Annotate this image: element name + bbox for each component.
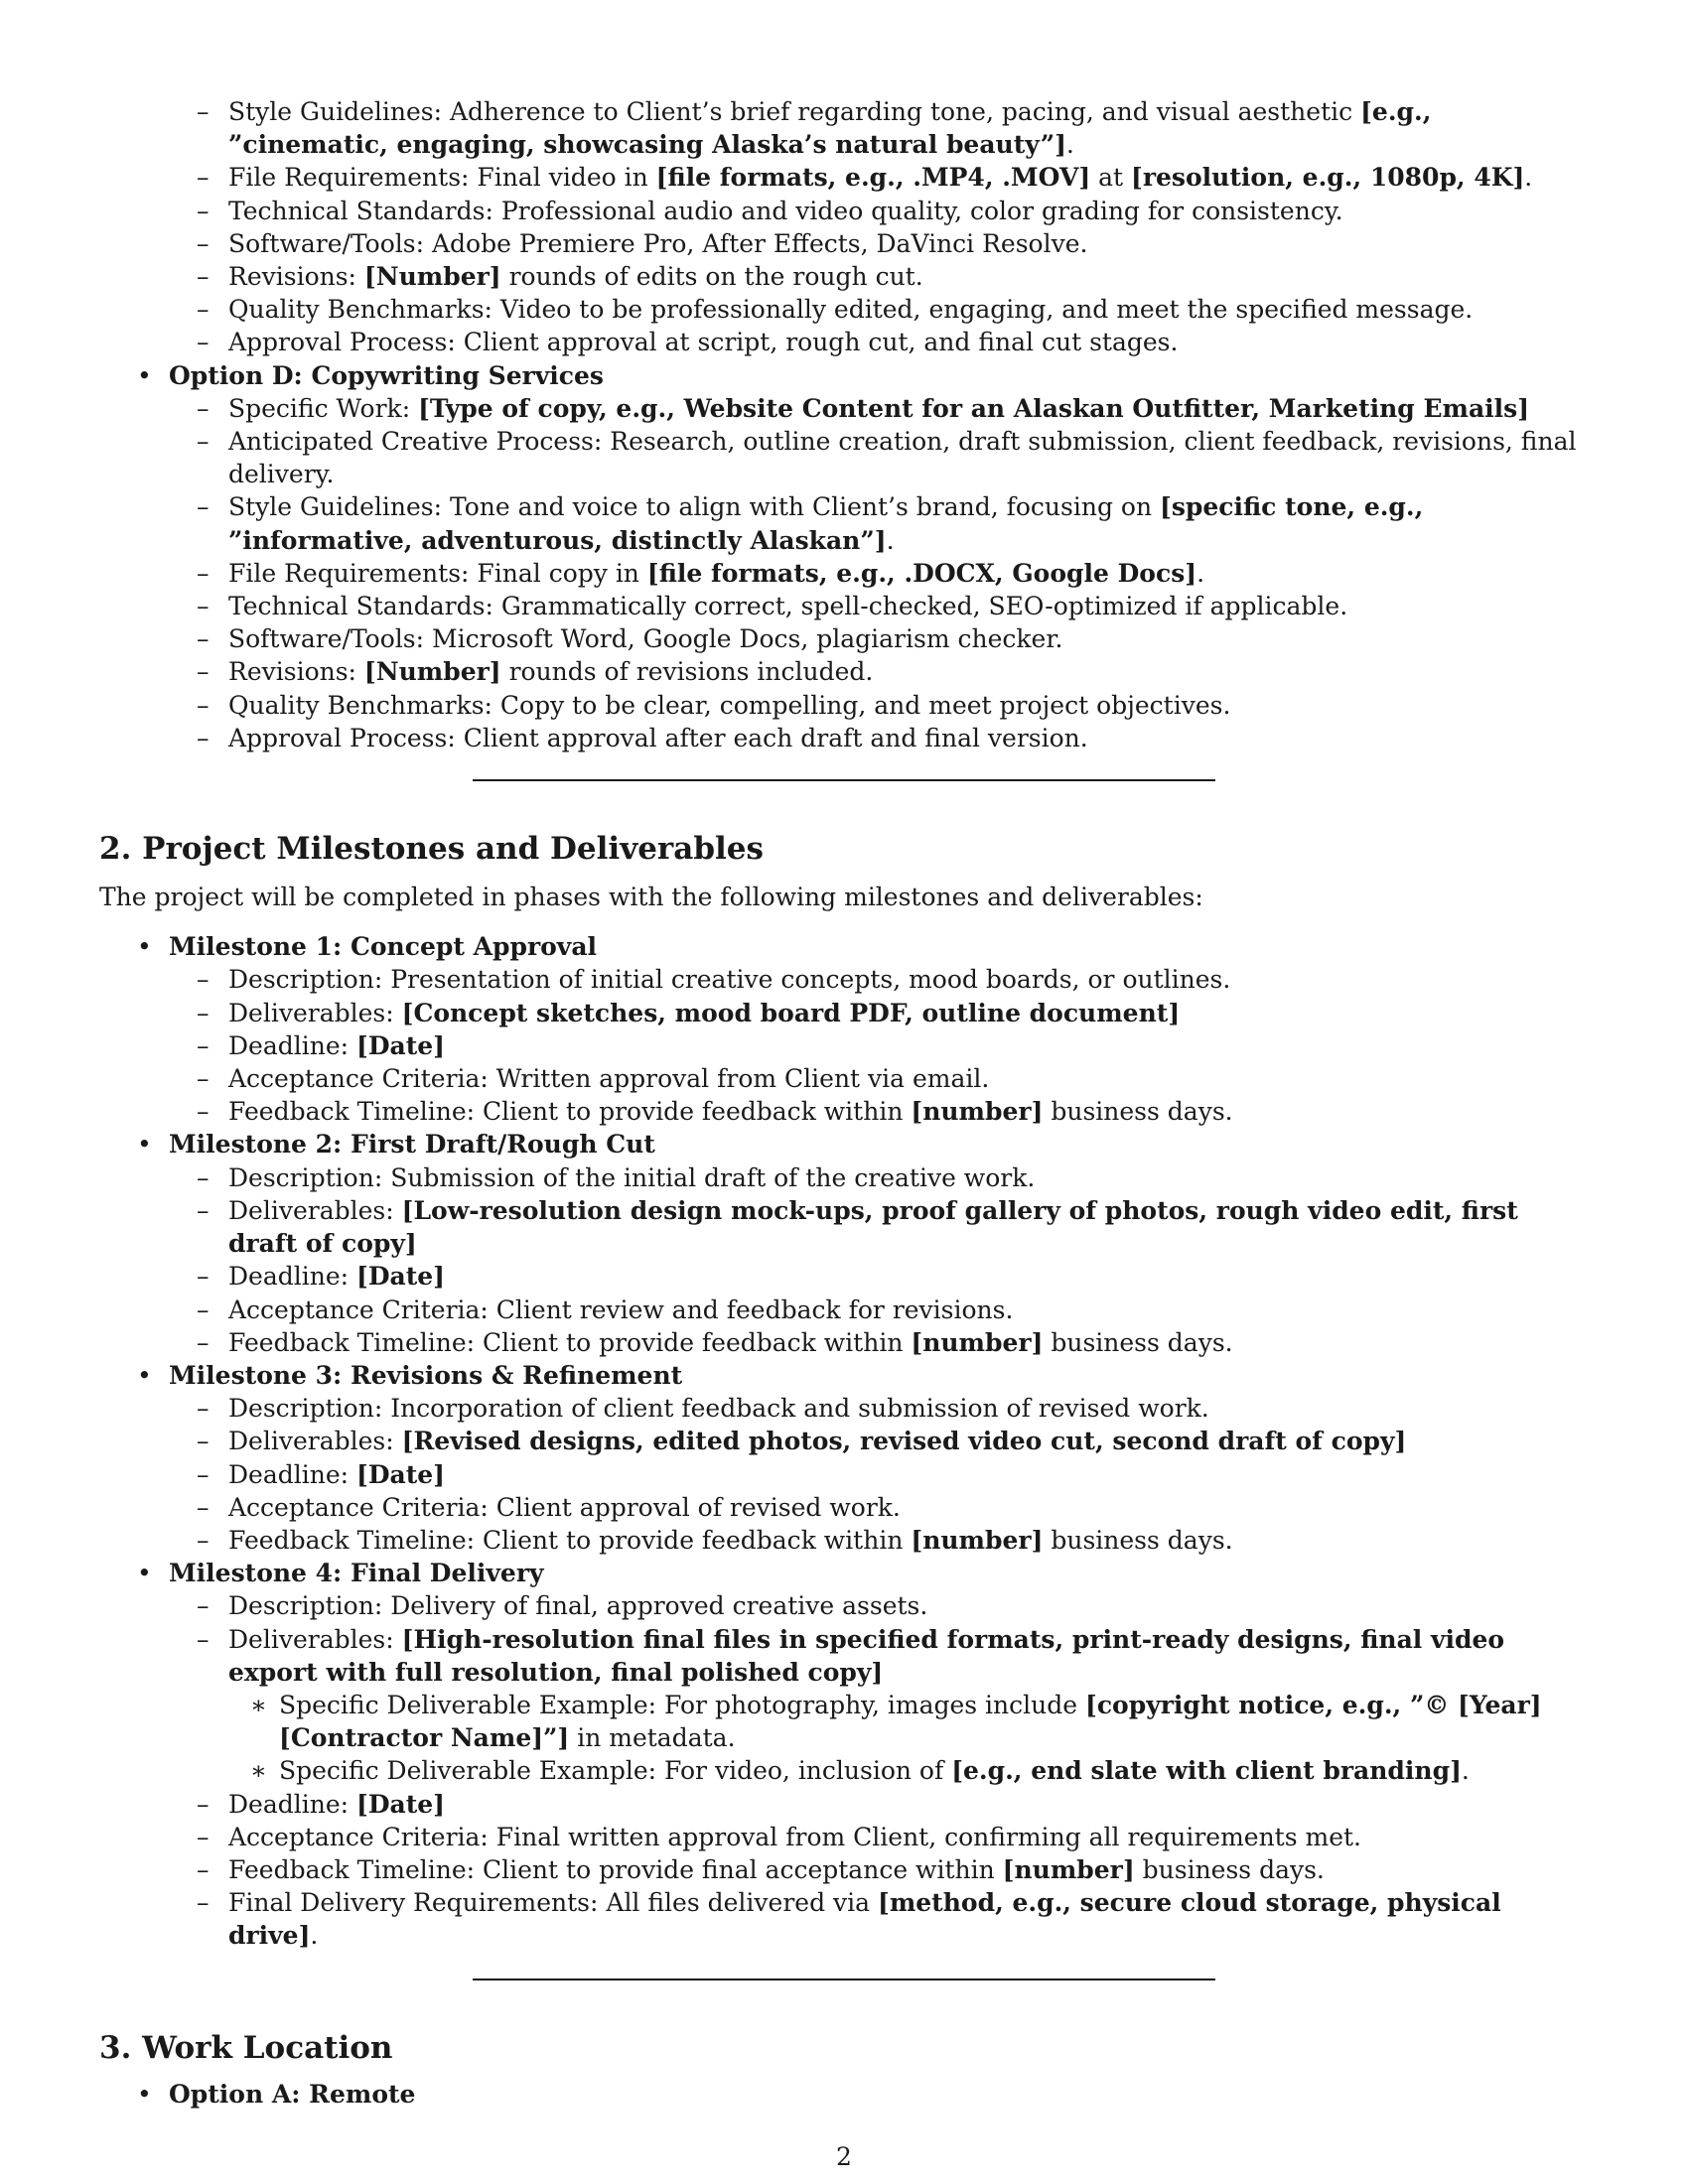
- dash-marker: –: [197, 1064, 210, 1094]
- item-text: All files delivered via: [598, 1888, 878, 1918]
- milestone-details: [99, 1589, 1589, 1952]
- item-label: Specific Deliverable Example:: [279, 1756, 657, 1786]
- list-item: [99, 622, 1589, 655]
- item-label: Final Delivery Requirements:: [228, 1888, 599, 1918]
- item-label: Feedback Timeline:: [228, 1097, 476, 1127]
- item-label: Acceptance Criteria:: [228, 1295, 489, 1324]
- item-text: For photography, images include: [656, 1690, 1085, 1719]
- placeholder-text: [number]: [911, 1327, 1044, 1357]
- list-item: [99, 689, 1589, 722]
- milestone-item: [99, 1557, 1589, 1952]
- dash-marker: –: [197, 1854, 210, 1884]
- placeholder-text: [Date]: [356, 1459, 446, 1489]
- item-label: Quality Benchmarks:: [228, 295, 492, 325]
- section-3-heading: 3. Work Location: [99, 2029, 393, 2066]
- option-title: Option A: Remote: [169, 2079, 416, 2109]
- list-item: [99, 425, 1589, 490]
- list-item: [99, 490, 1589, 556]
- dash-marker: –: [197, 1591, 210, 1621]
- section-2-heading: 2. Project Milestones and Deliverables: [99, 831, 764, 868]
- document-page: [99, 95, 1589, 2111]
- item-label: Feedback Timeline:: [228, 1854, 476, 1884]
- item-text: Microsoft Word, Google Docs, plagiarism checker.: [424, 624, 1063, 654]
- item-label: Deliverables:: [228, 1195, 394, 1225]
- item-text: For video, inclusion of: [656, 1756, 952, 1786]
- deliverable-example: [99, 1689, 1589, 1754]
- item-text: [394, 1196, 402, 1225]
- item-text: Client to provide feedback within: [475, 1525, 912, 1555]
- bullet-marker: •: [137, 932, 152, 962]
- item-label: Software/Tools:: [228, 624, 425, 654]
- item-label: Description:: [228, 1162, 383, 1192]
- item-label: Feedback Timeline:: [228, 1525, 476, 1555]
- dash-marker: –: [197, 1822, 210, 1851]
- list-item: [99, 293, 1589, 326]
- item-label: Acceptance Criteria:: [228, 1064, 489, 1094]
- list-item: [99, 1788, 1589, 1821]
- milestone-title: Milestone 2: First Draft/Rough Cut: [169, 1130, 655, 1160]
- list-item: [99, 963, 1589, 996]
- dash-marker: –: [197, 1030, 210, 1060]
- item-text: [394, 1427, 402, 1455]
- item-text: Client approval at script, rough cut, and final cut stages.: [455, 328, 1179, 357]
- placeholder-text: [copyright notice, e.g., ”© [Year] [Contractor Name]”]: [279, 1690, 1542, 1753]
- milestone-title: Milestone 3: Revisions & Refinement: [169, 1360, 683, 1390]
- list-item: [99, 1853, 1589, 1886]
- item-label: Deliverables:: [228, 998, 394, 1027]
- item-text: Delivery of final, approved creative assets.: [382, 1591, 928, 1621]
- item-text: business days.: [1134, 1854, 1325, 1884]
- item-text: Client review and feedback for revisions.: [488, 1295, 1014, 1324]
- item-label: Description:: [228, 965, 383, 995]
- item-text: Submission of the initial draft of the creative work.: [382, 1162, 1036, 1192]
- item-text: [410, 394, 418, 423]
- placeholder-text: [file formats, e.g., .DOCX, Google Docs]: [646, 558, 1197, 588]
- milestone-details: [99, 1392, 1589, 1557]
- list-item: [99, 1326, 1589, 1359]
- list-item: [99, 1029, 1589, 1062]
- bullet-marker: •: [137, 1360, 152, 1390]
- item-text: rounds of revisions included.: [500, 657, 874, 687]
- item-text: Presentation of initial creative concepts, mood boards, or outlines.: [382, 965, 1231, 995]
- list-item: [99, 1294, 1589, 1326]
- milestone-item: [99, 930, 1589, 1128]
- item-text: Video to be professionally edited, engaging, and meet the specified message.: [492, 295, 1474, 325]
- list-item: [99, 722, 1589, 754]
- dash-marker: –: [197, 97, 210, 126]
- milestone-title: Milestone 4: Final Delivery: [169, 1559, 544, 1588]
- list-item: [99, 1491, 1589, 1524]
- item-text: Client approval of revised work.: [488, 1492, 901, 1522]
- dash-marker: –: [197, 1888, 210, 1918]
- item-text: business days.: [1043, 1525, 1233, 1555]
- option-d-title: Option D: Copywriting Services: [169, 360, 605, 390]
- item-text: .: [1065, 130, 1074, 160]
- list-item: [99, 1886, 1589, 1952]
- item-text: Incorporation of client feedback and submission of revised work.: [382, 1394, 1209, 1424]
- placeholder-text: [Number]: [363, 262, 501, 292]
- item-label: Style Guidelines:: [228, 492, 443, 522]
- item-label: File Requirements:: [228, 558, 470, 588]
- dash-marker: –: [197, 690, 210, 720]
- item-label: Description:: [228, 1591, 383, 1621]
- dash-marker: –: [197, 1624, 210, 1654]
- list-item: [99, 326, 1589, 358]
- item-label: Specific Work:: [228, 393, 411, 423]
- dash-marker: –: [197, 1525, 210, 1555]
- item-text: business days.: [1043, 1327, 1233, 1357]
- item-label: Deadline:: [228, 1459, 350, 1489]
- bullet-marker: •: [137, 1559, 152, 1588]
- item-label: Description:: [228, 1394, 383, 1424]
- item-label: Deadline:: [228, 1789, 350, 1819]
- list-item: [99, 1194, 1589, 1260]
- list-item: [99, 655, 1589, 688]
- item-text: Client to provide final acceptance within: [475, 1854, 1003, 1884]
- dash-marker: –: [197, 295, 210, 325]
- dash-marker: –: [197, 624, 210, 654]
- list-item: [99, 1062, 1589, 1095]
- item-text: Client to provide feedback within: [475, 1097, 912, 1127]
- placeholder-text: [Revised designs, edited photos, revised video cut, second draft of copy]: [401, 1427, 1407, 1456]
- item-text: Professional audio and video quality, color grading for consistency.: [492, 196, 1343, 225]
- placeholder-text: [Date]: [356, 1262, 446, 1292]
- milestone-details: [99, 963, 1589, 1128]
- placeholder-text: [Low-resolution design mock-ups, proof gallery of photos, rough video edit, first draft of copy]: [228, 1195, 1518, 1259]
- item-text: .: [1524, 163, 1533, 193]
- item-label: Revisions:: [228, 262, 356, 292]
- item-label: Feedback Timeline:: [228, 1327, 476, 1357]
- milestone-item: [99, 1128, 1589, 1358]
- item-text: [356, 657, 364, 686]
- dash-marker: –: [197, 1195, 210, 1225]
- dash-marker: –: [197, 1327, 210, 1357]
- dash-marker: –: [197, 1394, 210, 1424]
- list-item: [99, 1524, 1589, 1557]
- item-text: [349, 1031, 356, 1060]
- item-text: .: [310, 1921, 319, 1951]
- list-item: [99, 1260, 1589, 1293]
- list-item: [99, 161, 1589, 194]
- dash-marker: –: [197, 427, 210, 457]
- dash-marker: –: [197, 492, 210, 522]
- bullet-marker: •: [137, 1130, 152, 1160]
- item-text: [394, 999, 402, 1027]
- dash-marker: –: [197, 393, 210, 423]
- dash-marker: –: [197, 1427, 210, 1456]
- item-label: Approval Process:: [228, 328, 456, 357]
- item-label: Specific Deliverable Example:: [279, 1690, 657, 1719]
- list-item: [99, 1161, 1589, 1194]
- item-label: Technical Standards:: [228, 592, 493, 621]
- item-text: [394, 1625, 402, 1654]
- item-text: [349, 1262, 356, 1291]
- item-text: Client approval after each draft and final version.: [455, 723, 1088, 752]
- bullet-marker: •: [137, 2079, 152, 2109]
- list-item: [99, 1589, 1589, 1622]
- item-label: Anticipated Creative Process:: [228, 427, 603, 457]
- list-item: [99, 392, 1589, 425]
- list-item: [99, 590, 1589, 622]
- item-label: Acceptance Criteria:: [228, 1492, 489, 1522]
- section-2-intro: The project will be completed in phases with the following milestones and deliverables:: [99, 883, 1203, 912]
- item-label: Acceptance Criteria:: [228, 1822, 489, 1851]
- star-marker: ∗: [250, 1690, 267, 1719]
- item-text: rounds of edits on the rough cut.: [500, 262, 923, 292]
- item-label: Deliverables:: [228, 1427, 394, 1456]
- dash-marker: –: [197, 328, 210, 357]
- option-d-subitems: [99, 392, 1589, 754]
- page-number: 2: [836, 2142, 852, 2171]
- placeholder-text: [number]: [1002, 1854, 1135, 1884]
- dash-marker: –: [197, 1162, 210, 1192]
- placeholder-text: [file formats, e.g., .MP4, .MOV]: [655, 163, 1091, 193]
- placeholder-text: [number]: [911, 1097, 1044, 1127]
- item-label: Technical Standards:: [228, 196, 493, 225]
- work-location-option: [99, 2078, 1589, 2111]
- placeholder-text: [number]: [911, 1525, 1044, 1555]
- item-label: Approval Process:: [228, 723, 456, 752]
- milestone-list: [99, 930, 1589, 1952]
- placeholder-text: [resolution, e.g., 1080p, 4K]: [1131, 163, 1525, 193]
- item-text: Tone and voice to align with Client’s brand, focusing on: [442, 492, 1160, 522]
- item-text: business days.: [1043, 1097, 1233, 1127]
- item-label: Quality Benchmarks:: [228, 690, 492, 720]
- item-label: Revisions:: [228, 657, 356, 687]
- dash-marker: –: [197, 1262, 210, 1292]
- milestone-item: [99, 1359, 1589, 1557]
- bullet-marker: •: [137, 360, 152, 390]
- work-location-options: [99, 2078, 1589, 2111]
- item-text: Final video in: [469, 163, 656, 193]
- item-text: Adobe Premiere Pro, After Effects, DaVinci Resolve.: [424, 228, 1088, 258]
- list-item: [99, 227, 1589, 260]
- list-item: [99, 195, 1589, 227]
- placeholder-text: [High-resolution final files in specified formats, print-ready designs, final video export with full resolution, final polished copy]: [228, 1624, 1505, 1687]
- dash-marker: –: [197, 1459, 210, 1489]
- placeholder-text: [e.g., ”cinematic, engaging, showcasing Alaska’s natural beauty”]: [228, 97, 1432, 160]
- list-item: [99, 1425, 1589, 1457]
- list-item: [99, 1821, 1589, 1853]
- dash-marker: –: [197, 163, 210, 193]
- item-text: Final copy in: [469, 558, 647, 588]
- item-text: Grammatically correct, spell-checked, SEO-optimized if applicable.: [492, 592, 1348, 621]
- dash-marker: –: [197, 723, 210, 752]
- placeholder-text: [method, e.g., secure cloud storage, physical drive]: [228, 1888, 1501, 1951]
- star-marker: ∗: [250, 1756, 267, 1786]
- item-text: [349, 1790, 356, 1819]
- item-text: in metadata.: [569, 1723, 736, 1753]
- dash-marker: –: [197, 592, 210, 621]
- milestone-title: Milestone 1: Concept Approval: [169, 932, 598, 962]
- dash-marker: –: [197, 1295, 210, 1324]
- item-text: Final written approval from Client, confirming all requirements met.: [488, 1822, 1361, 1851]
- item-text: Research, outline creation, draft submission, client feedback, revisions, final delivery.: [228, 427, 1577, 489]
- list-item: [99, 95, 1589, 161]
- dash-marker: –: [197, 558, 210, 588]
- option-d-list: [99, 359, 1589, 754]
- item-label: Software/Tools:: [228, 228, 425, 258]
- dash-marker: –: [197, 1492, 210, 1522]
- placeholder-text: [specific tone, e.g., ”informative, adventurous, distinctly Alaskan”]: [228, 492, 1424, 555]
- item-label: Style Guidelines:: [228, 97, 443, 126]
- dash-marker: –: [197, 1097, 210, 1127]
- item-text: Adherence to Client’s brief regarding tone, pacing, and visual aesthetic: [442, 97, 1361, 126]
- item-label: Deadline:: [228, 1262, 350, 1292]
- milestone-details: [99, 1161, 1589, 1359]
- option-d-item: [99, 359, 1589, 754]
- dash-marker: –: [197, 965, 210, 995]
- dash-marker: –: [197, 657, 210, 687]
- placeholder-text: [Type of copy, e.g., Website Content for an Alaskan Outfitter, Marketing Emails]: [418, 393, 1530, 423]
- item-label: Deadline:: [228, 1030, 350, 1060]
- dash-marker: –: [197, 262, 210, 292]
- dash-marker: –: [197, 998, 210, 1027]
- list-item: [99, 1095, 1589, 1128]
- item-text: .: [1196, 558, 1205, 588]
- deliverable-example: [99, 1754, 1589, 1787]
- item-text: Client to provide feedback within: [475, 1327, 912, 1357]
- dash-marker: –: [197, 1789, 210, 1819]
- item-text: .: [1461, 1756, 1470, 1786]
- placeholder-text: [Number]: [363, 657, 501, 687]
- item-text: at: [1090, 163, 1132, 193]
- item-text: [349, 1460, 356, 1489]
- top-subitem-list: [99, 95, 1589, 359]
- list-item: [99, 997, 1589, 1029]
- list-item: [99, 1458, 1589, 1491]
- list-item: [99, 1392, 1589, 1425]
- item-text: .: [886, 525, 895, 555]
- item-text: Copy to be clear, compelling, and meet project objectives.: [492, 690, 1231, 720]
- list-item: [99, 557, 1589, 590]
- item-label: Deliverables:: [228, 1624, 394, 1654]
- placeholder-text: [e.g., end slate with client branding]: [951, 1756, 1462, 1786]
- dash-marker: –: [197, 196, 210, 225]
- placeholder-text: [Date]: [356, 1030, 446, 1060]
- placeholder-text: [Concept sketches, mood board PDF, outline document]: [401, 998, 1181, 1027]
- item-label: File Requirements:: [228, 163, 470, 193]
- placeholder-text: [Date]: [356, 1789, 446, 1819]
- dash-marker: –: [197, 228, 210, 258]
- list-item: [99, 260, 1589, 293]
- item-text: Written approval from Client via email.: [488, 1064, 990, 1094]
- list-item: [99, 1623, 1589, 1788]
- deliverable-example-list: [99, 1689, 1589, 1788]
- item-text: [356, 262, 364, 291]
